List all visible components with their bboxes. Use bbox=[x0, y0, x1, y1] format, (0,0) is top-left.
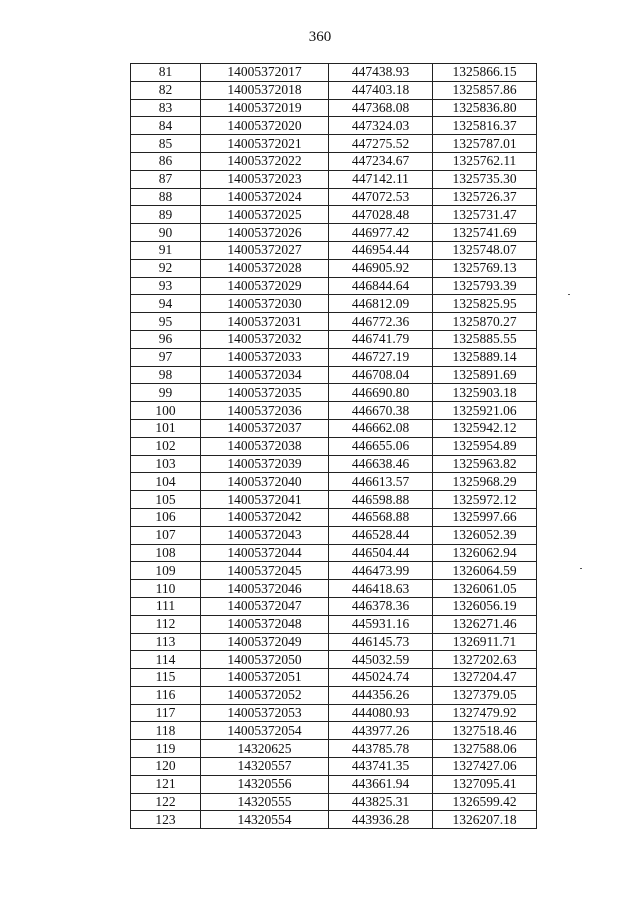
point-id-cell: 14005372046 bbox=[201, 580, 329, 598]
page-number: 360 bbox=[308, 29, 332, 45]
table-row bbox=[131, 117, 537, 135]
x-coordinate-cell: 447028.48 bbox=[329, 206, 433, 224]
x-coordinate-cell: 445931.16 bbox=[329, 615, 433, 633]
row-index-cell: 111 bbox=[131, 597, 201, 615]
row-index-cell: 103 bbox=[131, 455, 201, 473]
y-coordinate-cell: 1326207.18 bbox=[433, 811, 537, 829]
y-coordinate-cell: 1326062.94 bbox=[433, 544, 537, 562]
y-coordinate-cell: 1326052.39 bbox=[433, 526, 537, 544]
y-coordinate-cell: 1325769.13 bbox=[433, 259, 537, 277]
y-coordinate-cell: 1326271.46 bbox=[433, 615, 537, 633]
point-id-cell: 14005372029 bbox=[201, 277, 329, 295]
point-id-cell: 14005372053 bbox=[201, 704, 329, 722]
x-coordinate-cell: 447324.03 bbox=[329, 117, 433, 135]
y-coordinate-cell: 1325921.06 bbox=[433, 402, 537, 420]
table-row bbox=[131, 562, 537, 580]
y-coordinate-cell: 1327588.06 bbox=[433, 740, 537, 758]
point-id-cell: 14005372054 bbox=[201, 722, 329, 740]
x-coordinate-cell: 447438.93 bbox=[329, 64, 433, 82]
row-index-cell: 120 bbox=[131, 758, 201, 776]
point-id-cell: 14005372024 bbox=[201, 188, 329, 206]
x-coordinate-cell: 444080.93 bbox=[329, 704, 433, 722]
point-id-cell: 14005372018 bbox=[201, 81, 329, 99]
y-coordinate-cell: 1325741.69 bbox=[433, 224, 537, 242]
point-id-cell: 14005372022 bbox=[201, 152, 329, 170]
x-coordinate-cell: 446977.42 bbox=[329, 224, 433, 242]
y-coordinate-cell: 1325997.66 bbox=[433, 508, 537, 526]
row-index-cell: 96 bbox=[131, 330, 201, 348]
row-index-cell: 112 bbox=[131, 615, 201, 633]
y-coordinate-cell: 1325954.89 bbox=[433, 437, 537, 455]
y-coordinate-cell: 1325726.37 bbox=[433, 188, 537, 206]
row-index-cell: 110 bbox=[131, 580, 201, 598]
table-row bbox=[131, 206, 537, 224]
x-coordinate-cell: 446741.79 bbox=[329, 330, 433, 348]
x-coordinate-cell: 447403.18 bbox=[329, 81, 433, 99]
point-id-cell: 14005372030 bbox=[201, 295, 329, 313]
x-coordinate-cell: 446638.46 bbox=[329, 455, 433, 473]
table-row bbox=[131, 419, 537, 437]
row-index-cell: 85 bbox=[131, 135, 201, 153]
table-row bbox=[131, 793, 537, 811]
y-coordinate-cell: 1325885.55 bbox=[433, 330, 537, 348]
x-coordinate-cell: 447275.52 bbox=[329, 135, 433, 153]
row-index-cell: 102 bbox=[131, 437, 201, 455]
point-id-cell: 14005372023 bbox=[201, 170, 329, 188]
row-index-cell: 105 bbox=[131, 491, 201, 509]
table-row bbox=[131, 473, 537, 491]
table-row bbox=[131, 99, 537, 117]
y-coordinate-cell: 1325825.95 bbox=[433, 295, 537, 313]
row-index-cell: 115 bbox=[131, 669, 201, 687]
point-id-cell: 14005372041 bbox=[201, 491, 329, 509]
scan-speck bbox=[568, 294, 570, 295]
point-id-cell: 14005372040 bbox=[201, 473, 329, 491]
y-coordinate-cell: 1325748.07 bbox=[433, 241, 537, 259]
y-coordinate-cell: 1326599.42 bbox=[433, 793, 537, 811]
point-id-cell: 14005372043 bbox=[201, 526, 329, 544]
row-index-cell: 122 bbox=[131, 793, 201, 811]
table-row bbox=[131, 651, 537, 669]
table-row bbox=[131, 669, 537, 687]
y-coordinate-cell: 1325903.18 bbox=[433, 384, 537, 402]
x-coordinate-cell: 446708.04 bbox=[329, 366, 433, 384]
row-index-cell: 90 bbox=[131, 224, 201, 242]
x-coordinate-cell: 446772.36 bbox=[329, 313, 433, 331]
row-index-cell: 109 bbox=[131, 562, 201, 580]
point-id-cell: 14320554 bbox=[201, 811, 329, 829]
table-row bbox=[131, 437, 537, 455]
x-coordinate-cell: 446504.44 bbox=[329, 544, 433, 562]
x-coordinate-cell: 446844.64 bbox=[329, 277, 433, 295]
table-row bbox=[131, 740, 537, 758]
row-index-cell: 121 bbox=[131, 775, 201, 793]
point-id-cell: 14005372049 bbox=[201, 633, 329, 651]
y-coordinate-cell: 1325963.82 bbox=[433, 455, 537, 473]
table-row bbox=[131, 402, 537, 420]
table-row bbox=[131, 384, 537, 402]
y-coordinate-cell: 1325731.47 bbox=[433, 206, 537, 224]
row-index-cell: 116 bbox=[131, 686, 201, 704]
row-index-cell: 82 bbox=[131, 81, 201, 99]
row-index-cell: 88 bbox=[131, 188, 201, 206]
y-coordinate-cell: 1325787.01 bbox=[433, 135, 537, 153]
point-id-cell: 14005372021 bbox=[201, 135, 329, 153]
x-coordinate-cell: 443936.28 bbox=[329, 811, 433, 829]
coordinates-table bbox=[130, 63, 537, 829]
point-id-cell: 14005372017 bbox=[201, 64, 329, 82]
table-row bbox=[131, 758, 537, 776]
table-row bbox=[131, 633, 537, 651]
y-coordinate-cell: 1327095.41 bbox=[433, 775, 537, 793]
x-coordinate-cell: 446528.44 bbox=[329, 526, 433, 544]
point-id-cell: 14320557 bbox=[201, 758, 329, 776]
table-row bbox=[131, 188, 537, 206]
y-coordinate-cell: 1326911.71 bbox=[433, 633, 537, 651]
table-row bbox=[131, 259, 537, 277]
point-id-cell: 14005372039 bbox=[201, 455, 329, 473]
table-row bbox=[131, 455, 537, 473]
table-row bbox=[131, 775, 537, 793]
point-id-cell: 14005372027 bbox=[201, 241, 329, 259]
y-coordinate-cell: 1325942.12 bbox=[433, 419, 537, 437]
table-row bbox=[131, 135, 537, 153]
point-id-cell: 14005372048 bbox=[201, 615, 329, 633]
row-index-cell: 123 bbox=[131, 811, 201, 829]
table-row bbox=[131, 615, 537, 633]
row-index-cell: 98 bbox=[131, 366, 201, 384]
table-row bbox=[131, 170, 537, 188]
x-coordinate-cell: 446905.92 bbox=[329, 259, 433, 277]
point-id-cell: 14320556 bbox=[201, 775, 329, 793]
scan-speck bbox=[580, 568, 582, 569]
table-row bbox=[131, 580, 537, 598]
x-coordinate-cell: 443661.94 bbox=[329, 775, 433, 793]
table-row bbox=[131, 152, 537, 170]
x-coordinate-cell: 444356.26 bbox=[329, 686, 433, 704]
table-row bbox=[131, 508, 537, 526]
y-coordinate-cell: 1326064.59 bbox=[433, 562, 537, 580]
point-id-cell: 14005372033 bbox=[201, 348, 329, 366]
x-coordinate-cell: 446473.99 bbox=[329, 562, 433, 580]
point-id-cell: 14005372045 bbox=[201, 562, 329, 580]
point-id-cell: 14005372032 bbox=[201, 330, 329, 348]
row-index-cell: 81 bbox=[131, 64, 201, 82]
x-coordinate-cell: 446670.38 bbox=[329, 402, 433, 420]
y-coordinate-cell: 1325870.27 bbox=[433, 313, 537, 331]
x-coordinate-cell: 446418.63 bbox=[329, 580, 433, 598]
table-row bbox=[131, 544, 537, 562]
row-index-cell: 118 bbox=[131, 722, 201, 740]
point-id-cell: 14320555 bbox=[201, 793, 329, 811]
x-coordinate-cell: 446568.88 bbox=[329, 508, 433, 526]
row-index-cell: 114 bbox=[131, 651, 201, 669]
point-id-cell: 14005372047 bbox=[201, 597, 329, 615]
y-coordinate-cell: 1325762.11 bbox=[433, 152, 537, 170]
table-row bbox=[131, 241, 537, 259]
x-coordinate-cell: 446598.88 bbox=[329, 491, 433, 509]
table-row bbox=[131, 597, 537, 615]
row-index-cell: 100 bbox=[131, 402, 201, 420]
point-id-cell: 14005372050 bbox=[201, 651, 329, 669]
row-index-cell: 83 bbox=[131, 99, 201, 117]
x-coordinate-cell: 443977.26 bbox=[329, 722, 433, 740]
point-id-cell: 14005372019 bbox=[201, 99, 329, 117]
table-row bbox=[131, 366, 537, 384]
table-row bbox=[131, 704, 537, 722]
table-row bbox=[131, 224, 537, 242]
x-coordinate-cell: 446613.57 bbox=[329, 473, 433, 491]
point-id-cell: 14005372052 bbox=[201, 686, 329, 704]
point-id-cell: 14005372038 bbox=[201, 437, 329, 455]
y-coordinate-cell: 1326056.19 bbox=[433, 597, 537, 615]
table-row bbox=[131, 313, 537, 331]
table-row bbox=[131, 348, 537, 366]
y-coordinate-cell: 1325968.29 bbox=[433, 473, 537, 491]
x-coordinate-cell: 446727.19 bbox=[329, 348, 433, 366]
point-id-cell: 14005372044 bbox=[201, 544, 329, 562]
row-index-cell: 108 bbox=[131, 544, 201, 562]
table-row bbox=[131, 722, 537, 740]
x-coordinate-cell: 443825.31 bbox=[329, 793, 433, 811]
row-index-cell: 107 bbox=[131, 526, 201, 544]
x-coordinate-cell: 443785.78 bbox=[329, 740, 433, 758]
row-index-cell: 119 bbox=[131, 740, 201, 758]
y-coordinate-cell: 1325735.30 bbox=[433, 170, 537, 188]
row-index-cell: 95 bbox=[131, 313, 201, 331]
row-index-cell: 86 bbox=[131, 152, 201, 170]
row-index-cell: 84 bbox=[131, 117, 201, 135]
point-id-cell: 14005372025 bbox=[201, 206, 329, 224]
y-coordinate-cell: 1327427.06 bbox=[433, 758, 537, 776]
y-coordinate-cell: 1325793.39 bbox=[433, 277, 537, 295]
row-index-cell: 92 bbox=[131, 259, 201, 277]
y-coordinate-cell: 1325836.80 bbox=[433, 99, 537, 117]
x-coordinate-cell: 443741.35 bbox=[329, 758, 433, 776]
y-coordinate-cell: 1327202.63 bbox=[433, 651, 537, 669]
table-row bbox=[131, 526, 537, 544]
point-id-cell: 14005372051 bbox=[201, 669, 329, 687]
point-id-cell: 14005372042 bbox=[201, 508, 329, 526]
x-coordinate-cell: 446954.44 bbox=[329, 241, 433, 259]
y-coordinate-cell: 1327479.92 bbox=[433, 704, 537, 722]
x-coordinate-cell: 446812.09 bbox=[329, 295, 433, 313]
x-coordinate-cell: 446690.80 bbox=[329, 384, 433, 402]
table-row bbox=[131, 686, 537, 704]
y-coordinate-cell: 1325891.69 bbox=[433, 366, 537, 384]
row-index-cell: 104 bbox=[131, 473, 201, 491]
y-coordinate-cell: 1325857.86 bbox=[433, 81, 537, 99]
point-id-cell: 14005372020 bbox=[201, 117, 329, 135]
x-coordinate-cell: 445024.74 bbox=[329, 669, 433, 687]
y-coordinate-cell: 1327518.46 bbox=[433, 722, 537, 740]
x-coordinate-cell: 447368.08 bbox=[329, 99, 433, 117]
table-row bbox=[131, 277, 537, 295]
point-id-cell: 14005372034 bbox=[201, 366, 329, 384]
point-id-cell: 14005372037 bbox=[201, 419, 329, 437]
point-id-cell: 14005372031 bbox=[201, 313, 329, 331]
point-id-cell: 14005372035 bbox=[201, 384, 329, 402]
table-row bbox=[131, 491, 537, 509]
row-index-cell: 97 bbox=[131, 348, 201, 366]
row-index-cell: 89 bbox=[131, 206, 201, 224]
x-coordinate-cell: 446378.36 bbox=[329, 597, 433, 615]
y-coordinate-cell: 1327379.05 bbox=[433, 686, 537, 704]
row-index-cell: 101 bbox=[131, 419, 201, 437]
x-coordinate-cell: 446662.08 bbox=[329, 419, 433, 437]
row-index-cell: 99 bbox=[131, 384, 201, 402]
table-row bbox=[131, 330, 537, 348]
row-index-cell: 106 bbox=[131, 508, 201, 526]
row-index-cell: 93 bbox=[131, 277, 201, 295]
row-index-cell: 117 bbox=[131, 704, 201, 722]
table-row bbox=[131, 295, 537, 313]
point-id-cell: 14320625 bbox=[201, 740, 329, 758]
y-coordinate-cell: 1327204.47 bbox=[433, 669, 537, 687]
x-coordinate-cell: 445032.59 bbox=[329, 651, 433, 669]
point-id-cell: 14005372028 bbox=[201, 259, 329, 277]
y-coordinate-cell: 1325889.14 bbox=[433, 348, 537, 366]
table-row bbox=[131, 811, 537, 829]
x-coordinate-cell: 447142.11 bbox=[329, 170, 433, 188]
point-id-cell: 14005372026 bbox=[201, 224, 329, 242]
x-coordinate-cell: 447234.67 bbox=[329, 152, 433, 170]
y-coordinate-cell: 1325866.15 bbox=[433, 64, 537, 82]
x-coordinate-cell: 447072.53 bbox=[329, 188, 433, 206]
row-index-cell: 94 bbox=[131, 295, 201, 313]
table-row bbox=[131, 64, 537, 82]
x-coordinate-cell: 446145.73 bbox=[329, 633, 433, 651]
row-index-cell: 87 bbox=[131, 170, 201, 188]
point-id-cell: 14005372036 bbox=[201, 402, 329, 420]
y-coordinate-cell: 1326061.05 bbox=[433, 580, 537, 598]
table-body bbox=[131, 64, 537, 829]
y-coordinate-cell: 1325972.12 bbox=[433, 491, 537, 509]
table-row bbox=[131, 81, 537, 99]
row-index-cell: 113 bbox=[131, 633, 201, 651]
row-index-cell: 91 bbox=[131, 241, 201, 259]
x-coordinate-cell: 446655.06 bbox=[329, 437, 433, 455]
y-coordinate-cell: 1325816.37 bbox=[433, 117, 537, 135]
